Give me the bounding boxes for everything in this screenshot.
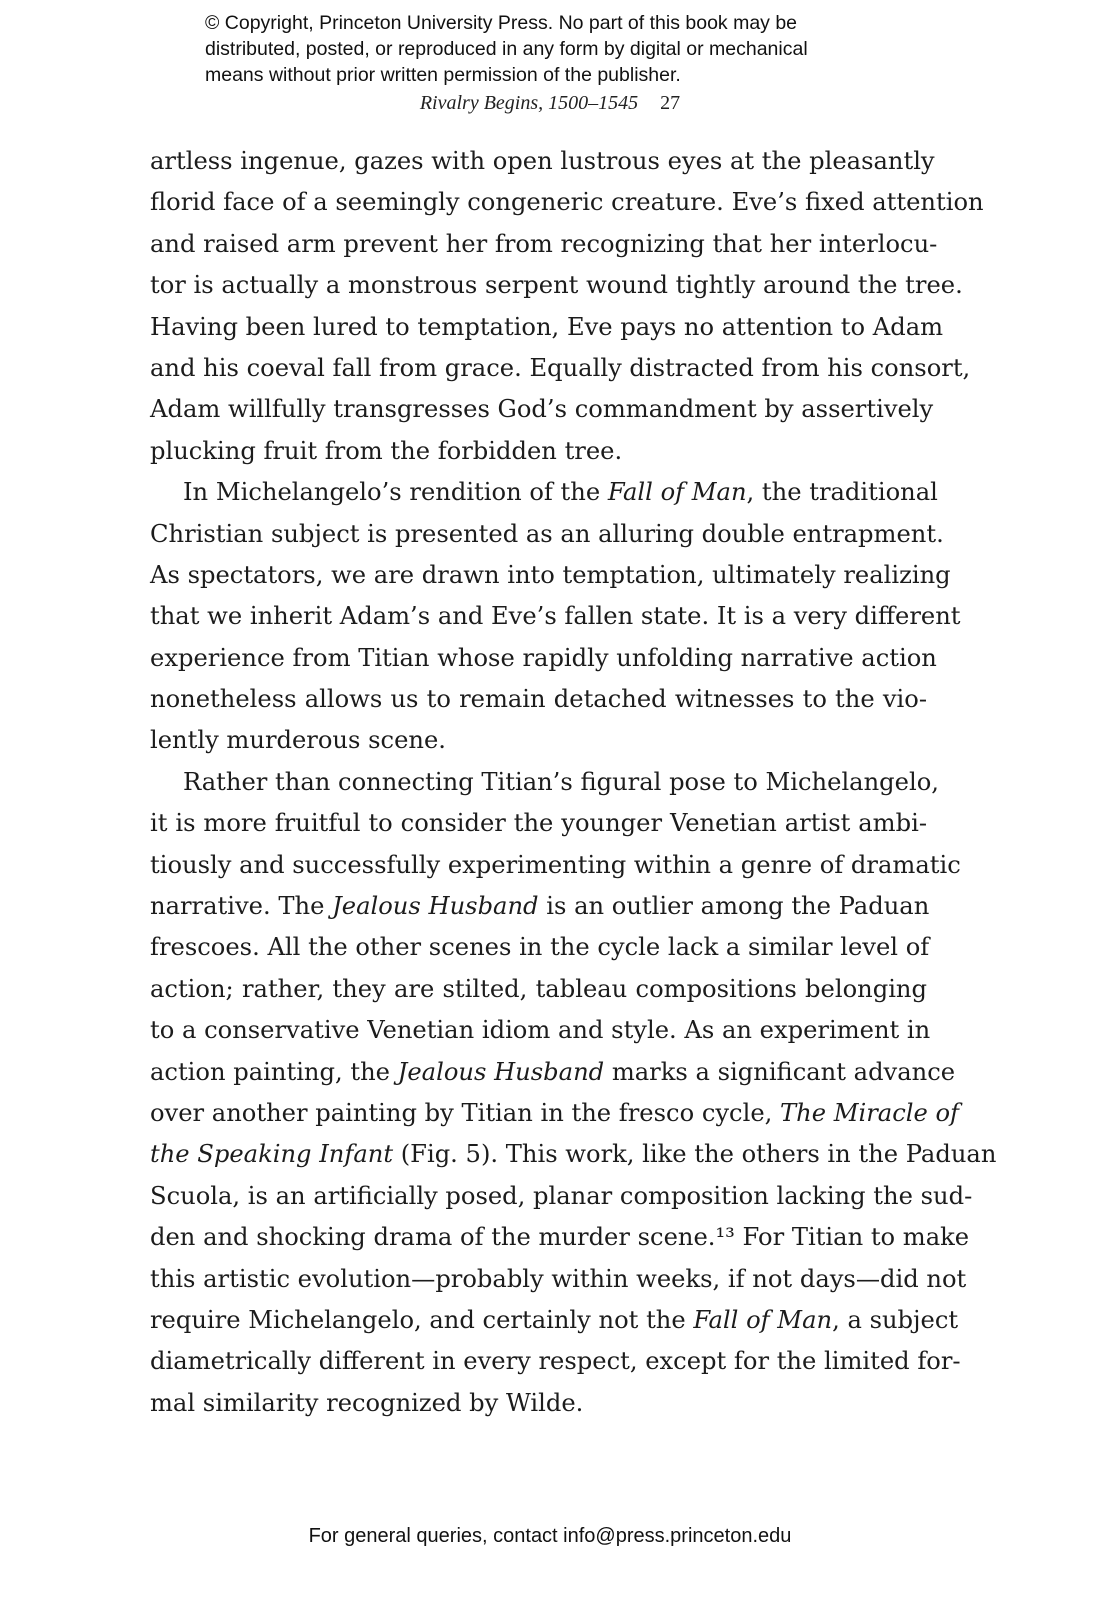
text-line: [150, 472, 938, 513]
text-segment: this artistic evolution—probably within weeks, if not days—did not: [150, 1264, 967, 1293]
text-segment: mal similarity recognized by Wilde.: [150, 1388, 584, 1417]
text-line: [150, 307, 944, 348]
text-line: [150, 182, 984, 223]
text-line: [150, 431, 927, 472]
text-segment: tiously and successfully experimenting within a genre of dramatic: [150, 850, 961, 879]
text-segment: Rather than connecting Titian’s figural pose to Michelangelo,: [183, 767, 939, 796]
text-segment: it is more fruitful to consider the younger Venetian artist ambi-: [150, 809, 927, 838]
text-segment: , a subject: [832, 1305, 959, 1334]
text-segment: (Fig. 5). This work, like the others in the Paduan: [393, 1140, 997, 1169]
copyright-line-2: distributed, posted, or reproduced in any form by digital or mechanical: [205, 38, 808, 60]
text-line: [150, 1383, 927, 1424]
text-segment: In Michelangelo’s rendition of the: [183, 478, 608, 507]
text-segment: and his coeval fall from grace. Equally distracted from his consort,: [150, 353, 971, 382]
text-line: [150, 679, 927, 720]
italic-text: Fall of Man: [693, 1305, 833, 1334]
text-segment: action; rather, they are stilted, tableau compositions belonging: [150, 974, 927, 1003]
text-segment: marks a significant advance: [604, 1057, 956, 1086]
text-segment: Scuola, is an artificially posed, planar composition lacking the sud-: [150, 1181, 973, 1210]
footer-contact: For general queries, contact info@press.princeton.edu: [308, 1525, 792, 1547]
text-segment: den and shocking drama of the murder scene.¹³ For Titian to make: [150, 1223, 970, 1252]
text-line: [150, 1217, 970, 1258]
text-segment: lently murderous scene.: [150, 726, 446, 755]
text-segment: diametrically different in every respect, except for the limited for-: [150, 1347, 961, 1376]
text-line: [150, 1259, 967, 1300]
text-segment: nonetheless allows us to remain detached witnesses to the vio-: [150, 685, 927, 714]
text-line: [150, 265, 963, 306]
text-line: [150, 596, 961, 637]
text-segment: Christian subject is presented as an alluring double entrapment.: [150, 519, 944, 548]
text-segment: artless ingenue, gazes with open lustrous eyes at the pleasantly: [150, 147, 935, 175]
text-line: [150, 803, 927, 844]
text-segment: , the traditional: [746, 478, 938, 507]
italic-text: Jealous Husband: [332, 892, 539, 921]
text-line: [150, 845, 961, 886]
copyright-line-3: means without prior written permission of the publisher.: [205, 64, 681, 86]
text-segment: As spectators, we are drawn into temptation, ultimately realizing: [150, 560, 951, 589]
text-line: [150, 348, 971, 389]
text-line: [150, 1341, 961, 1382]
text-line: [150, 141, 935, 182]
copyright-notice: [205, 10, 925, 88]
page-number: 27: [660, 92, 681, 114]
text-line: [150, 555, 951, 596]
text-segment: that we inherit Adam’s and Eve’s fallen state. It is a very different: [150, 602, 961, 631]
text-segment: over another painting by Titian in the fresco cycle,: [150, 1098, 781, 1127]
copyright-line-1: © Copyright, Princeton University Press. No part of this book may be: [205, 12, 798, 34]
running-head: [0, 90, 1100, 116]
text-segment: experience from Titian whose rapidly unfolding narrative action: [150, 643, 937, 672]
text-line: [150, 1300, 959, 1341]
text-segment: florid face of a seemingly congeneric creature. Eve’s fixed attention: [150, 188, 984, 217]
text-segment: narrative. The: [150, 892, 333, 921]
text-segment: to a conservative Venetian idiom and style. As an experiment in: [150, 1016, 931, 1045]
text-segment: action painting, the: [150, 1057, 398, 1086]
text-line: [150, 1010, 931, 1051]
text-segment: frescoes. All the other scenes in the cycle lack a similar level of: [150, 933, 930, 962]
italic-text: The Miracle of: [780, 1098, 960, 1127]
text-line: [150, 389, 934, 430]
body-text: [150, 141, 997, 1424]
running-head-title: Rivalry Begins, 1500–1545: [419, 92, 639, 114]
text-line: [150, 927, 930, 968]
text-line: [150, 1093, 960, 1134]
text-line: [150, 1052, 956, 1093]
text-line: [150, 514, 944, 555]
text-line: [150, 224, 938, 265]
text-line: [150, 969, 927, 1010]
text-line: [150, 638, 937, 679]
text-line: [150, 1134, 997, 1175]
text-segment: and raised arm prevent her from recognizing that her interlocu-: [150, 229, 938, 258]
text-line: [150, 886, 930, 927]
text-line: [150, 762, 939, 803]
text-line: [150, 1176, 973, 1217]
text-segment: tor is actually a monstrous serpent wound tightly around the tree.: [150, 271, 963, 300]
italic-text: the Speaking Infant: [150, 1140, 394, 1169]
italic-text: Jealous Husband: [397, 1057, 605, 1086]
text-segment: Adam willfully transgresses God’s commandment by assertively: [150, 395, 934, 424]
text-segment: require Michelangelo, and certainly not the: [150, 1305, 694, 1334]
text-segment: is an outlier among the Paduan: [538, 892, 930, 921]
text-segment: plucking fruit from the forbidden tree.: [150, 436, 623, 465]
text-segment: Having been lured to temptation, Eve pays no attention to Adam: [150, 312, 944, 341]
italic-text: Fall of Man: [607, 478, 747, 507]
text-line: [150, 720, 927, 761]
